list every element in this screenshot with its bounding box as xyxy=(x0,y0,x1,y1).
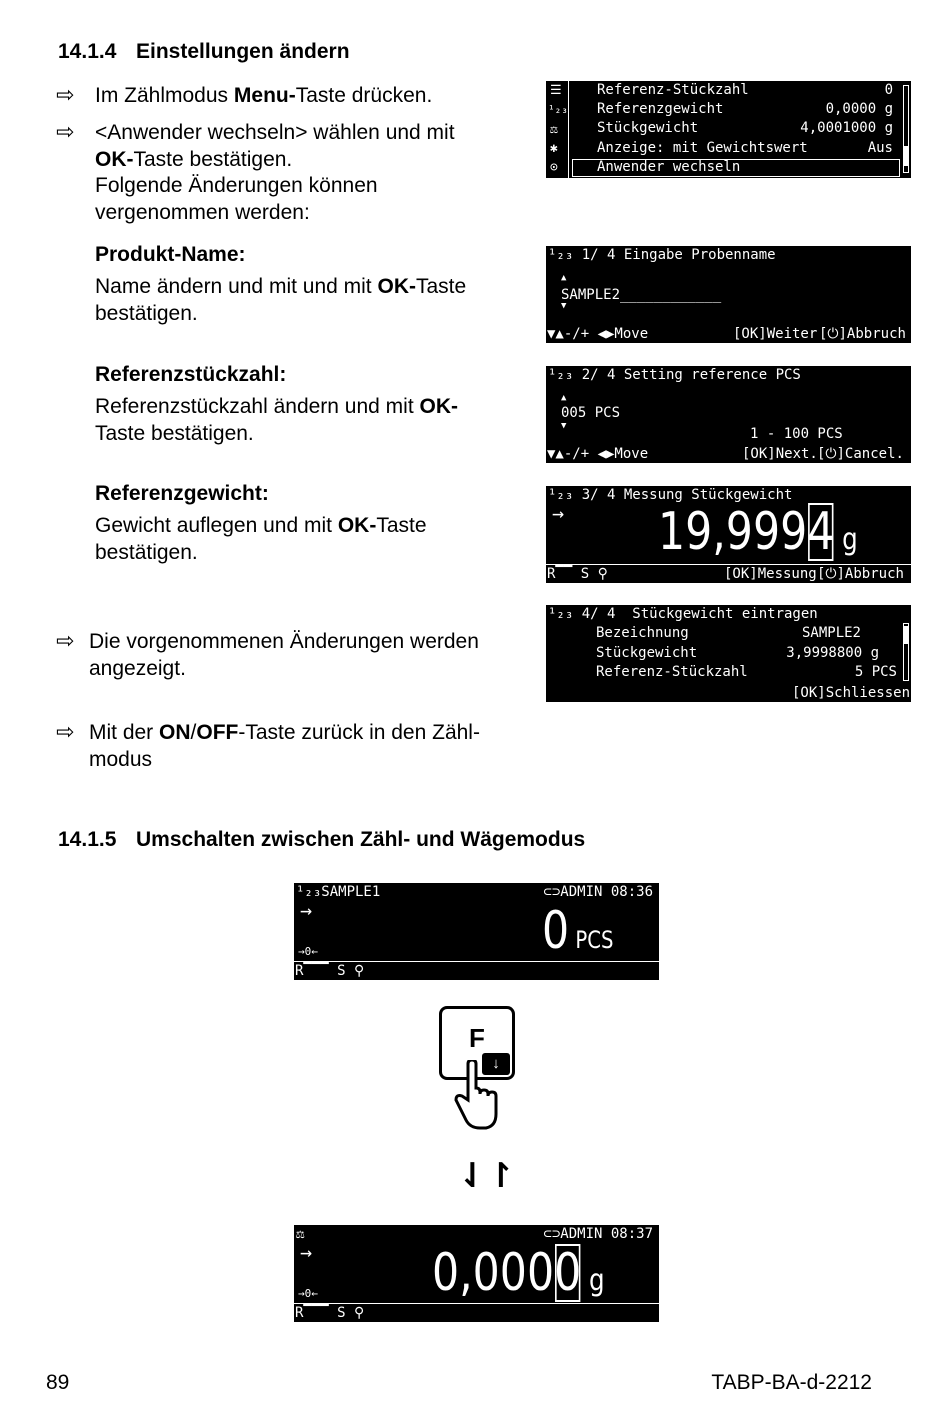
menu-row-value: 4,0001000 g xyxy=(800,120,893,136)
ok-hint: [OK]Next. xyxy=(742,446,818,462)
scrollbar xyxy=(903,85,909,173)
refweight-text: Gewicht auflegen und mit OK-Taste bestätigen. xyxy=(95,514,427,564)
step-arrow-icon: ⇨ xyxy=(56,83,75,108)
step-2-text: <Anwender wechseln> wählen und mit OK-Taste bestätigen. Folgende Änderungen können vergenommen werden: xyxy=(95,121,455,224)
display-weighing-mode xyxy=(294,1225,659,1322)
step-arrow-icon: ⇨ xyxy=(56,629,75,654)
page-number: 89 xyxy=(46,1371,70,1394)
user-icon: ⊙ xyxy=(550,160,558,175)
weight-value: 0,0000 g xyxy=(432,1243,605,1303)
zero-indicator: →0← xyxy=(298,1287,318,1300)
display-sample-name: ¹₂₃ 1/ 4 Eingabe Probenname ▲ SAMPLE2____________ ▼ ▼▲-/+ ◀▶Move [OK]Weiter [⏻]Abbruch xyxy=(546,246,911,343)
section-heading-14-1-5 xyxy=(58,828,585,852)
summary-row-label: Referenz-Stückzahl xyxy=(596,664,748,680)
cancel-hint: [⏻]Cancel. xyxy=(817,446,904,462)
display-summary xyxy=(546,605,911,702)
step-header: ¹₂₃ 1/ 4 Eingabe Probenname xyxy=(548,247,776,263)
status-bar: R▔▔▔ S ⚲ xyxy=(295,1305,365,1321)
range-hint: 1 - 100 PCS xyxy=(750,426,843,442)
menu-icon: ☰ xyxy=(550,83,562,98)
count-value: 0 PCS xyxy=(542,901,614,961)
refweight-heading: Referenzgewicht: xyxy=(95,482,269,505)
step-header: ¹₂₃ 4/ 4 Stückgewicht eintragen xyxy=(548,606,818,622)
cancel-hint: [⏻]Abbruch xyxy=(819,326,906,342)
menu-row-label: Referenz-Stückzahl xyxy=(597,82,749,98)
summary-row-label: Stückgewicht xyxy=(596,645,698,661)
sample-name-input[interactable]: SAMPLE2____________ xyxy=(561,287,722,303)
display-menu xyxy=(546,81,911,178)
gear-icon: ✱ xyxy=(550,141,558,156)
weight-value: 19,9994 g xyxy=(658,502,858,562)
status-bar: R▔▔ S ⚲ xyxy=(547,566,608,582)
stable-arrow-icon: → xyxy=(300,1240,313,1264)
document-id: TABP-BA-d-2212 xyxy=(711,1371,872,1394)
step-header: ¹₂₃ 2/ 4 Setting reference PCS xyxy=(548,367,801,383)
display-reference-pcs: ¹₂₃ 2/ 4 Setting reference PCS ▲ 005 PCS ▼ 1 - 100 PCS ▼▲-/+ ◀▶Move [OK]Next. [⏻]Cancel. xyxy=(546,366,911,463)
section-title: Umschalten zwischen Zähl- und Wägemodus xyxy=(136,828,586,851)
step-header: ¹₂₃ 3/ 4 Messung Stückgewicht xyxy=(548,487,793,503)
menu-row-value: 0 xyxy=(884,82,893,98)
step-3-text: Die vorgenommenen Änderungen werden angezeigt. xyxy=(89,630,479,680)
summary-row-label: Bezeichnung xyxy=(596,625,689,641)
step-arrow-icon: ⇨ xyxy=(56,720,75,745)
menu-row-value: Aus xyxy=(867,140,893,156)
status-bar: R▔▔▔ S ⚲ xyxy=(295,963,365,979)
menu-row-label: Stückgewicht xyxy=(597,120,699,136)
arrow-down-icon: ↓ xyxy=(482,1053,510,1075)
footer-hint: ▼▲-/+ ◀▶Move xyxy=(547,326,649,342)
close-hint: [OK]Schliessen xyxy=(792,685,911,701)
step-arrow-icon: ⇨ xyxy=(56,120,75,145)
step-4-text: Mit der ON/OFF-Taste zurück in den Zähl- modus xyxy=(89,721,480,771)
reference-pcs-input[interactable]: 005 PCS xyxy=(561,405,621,421)
menu-row-label: Anwender wechseln xyxy=(597,159,741,175)
summary-row-value: 5 PCS xyxy=(854,664,897,680)
counting-icon: ¹₂₃ xyxy=(548,103,568,116)
produkt-name-heading: Produkt-Name: xyxy=(95,243,246,266)
user-time: ⊂⊃ADMIN 08:36 xyxy=(543,884,653,900)
step-1-text: Im Zählmodus Menu-Taste drücken. xyxy=(95,84,433,107)
f-key-label: F xyxy=(469,1023,485,1053)
section-number: 14.1.4 xyxy=(58,40,117,63)
menu-row-label: Referenzgewicht xyxy=(597,101,724,117)
display-counting-mode xyxy=(294,883,659,980)
summary-row-value: SAMPLE2 xyxy=(801,625,861,641)
stable-arrow-icon: → xyxy=(552,501,565,525)
produkt-name-text: Name ändern und mit und mit OK-Taste bestätigen. xyxy=(95,275,467,325)
pointing-finger-icon xyxy=(452,1060,502,1132)
stable-arrow-icon: → xyxy=(300,898,313,922)
balance-icon: ⚖ xyxy=(550,122,558,137)
ok-hint: [OK]Messung xyxy=(724,566,817,582)
menu-row-value: 0,0000 g xyxy=(825,101,893,117)
footer-hint: ▼▲-/+ ◀▶Move xyxy=(547,446,649,462)
swap-arrows-icon: ⇃↾ xyxy=(458,1156,515,1196)
display-measure-weight xyxy=(546,486,911,583)
scrollbar xyxy=(903,623,909,681)
balance-icon: ⚖ xyxy=(296,1226,305,1242)
ok-hint: [OK]Weiter xyxy=(733,326,818,342)
section-number: 14.1.5 xyxy=(58,828,117,851)
sample-name: ¹₂₃SAMPLE1 xyxy=(296,884,381,900)
refpcs-text: Referenzstückzahl ändern und mit OK- Taste bestätigen. xyxy=(95,395,459,445)
refpcs-heading: Referenzstückzahl: xyxy=(95,363,287,386)
section-title: Einstellungen ändern xyxy=(136,40,350,63)
zero-indicator: →0← xyxy=(298,945,318,958)
user-time: ⊂⊃ADMIN 08:37 xyxy=(543,1226,653,1242)
section-heading-14-1-4 xyxy=(58,40,350,64)
cancel-hint: [⏻]Abbruch xyxy=(817,566,904,582)
summary-row-value: 3,9998800 g xyxy=(786,645,879,661)
menu-row-label: Anzeige: mit Gewichtswert xyxy=(597,140,808,156)
